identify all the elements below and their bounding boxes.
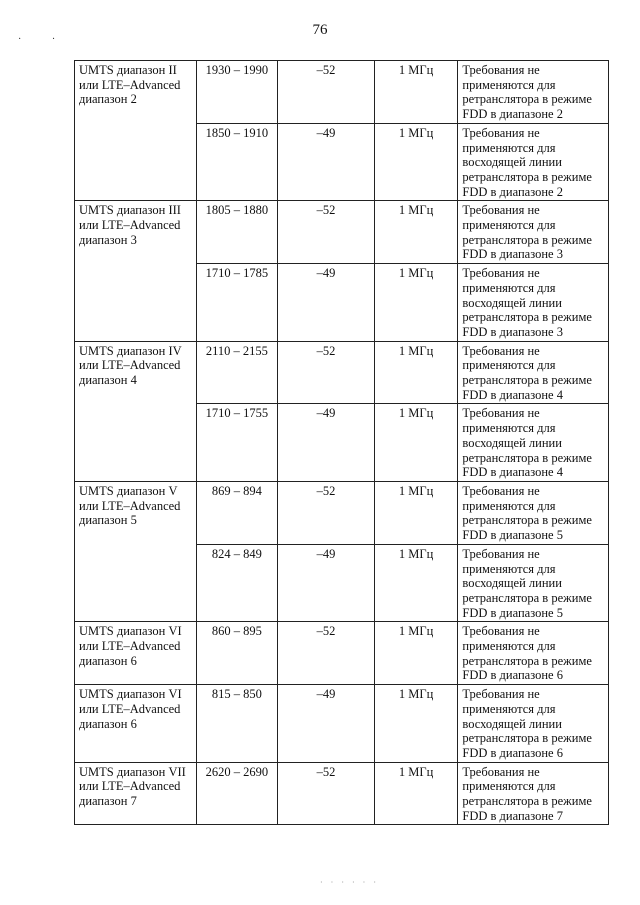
repeater-requirements-table — [74, 60, 609, 825]
bandwidth-cell: 1 МГц — [374, 201, 458, 264]
requirement-cell: Требования не применяются для восходящей линии ретранслятора в режиме FDD в диапазоне 5 — [458, 544, 609, 622]
requirement-cell: Требования не применяются для ретранслятора в режиме FDD в диапазоне 6 — [458, 622, 609, 685]
requirement-cell: Требования не применяются для ретранслятора в режиме FDD в диапазоне 7 — [458, 762, 609, 825]
requirement-cell: Требования не применяются для восходящей линии ретранслятора в режиме FDD в диапазоне 3 — [458, 264, 609, 342]
requirement-cell: Требования не применяются для ретранслятора в режиме FDD в диапазоне 4 — [458, 341, 609, 404]
level-cell: –52 — [278, 341, 374, 404]
table-row — [75, 341, 609, 404]
band-cell: UMTS диапазон V или LTE–Advanced диапазон 5 — [75, 481, 197, 621]
frequency-cell: 824 – 849 — [196, 544, 278, 622]
requirement-cell: Требования не применяются для ретранслятора в режиме FDD в диапазоне 3 — [458, 201, 609, 264]
table-row — [75, 201, 609, 264]
frequency-cell: 2110 – 2155 — [196, 341, 278, 404]
level-cell: –52 — [278, 201, 374, 264]
requirement-cell: Требования не применяются для восходящей линии ретранслятора в режиме FDD в диапазоне 6 — [458, 685, 609, 763]
bandwidth-cell: 1 МГц — [374, 544, 458, 622]
bandwidth-cell: 1 МГц — [374, 264, 458, 342]
level-cell: –52 — [278, 61, 374, 124]
level-cell: –49 — [278, 544, 374, 622]
frequency-cell: 1710 – 1755 — [196, 404, 278, 482]
band-cell: UMTS диапазон III или LTE–Advanced диапазон 3 — [75, 201, 197, 341]
bandwidth-cell: 1 МГц — [374, 762, 458, 825]
level-cell: –49 — [278, 685, 374, 763]
frequency-cell: 860 – 895 — [196, 622, 278, 685]
band-cell: UMTS диапазон II или LTE–Advanced диапазон 2 — [75, 61, 197, 201]
band-cell: UMTS диапазон IV или LTE–Advanced диапазон 4 — [75, 341, 197, 481]
table-row — [75, 762, 609, 825]
level-cell: –52 — [278, 762, 374, 825]
frequency-cell: 2620 – 2690 — [196, 762, 278, 825]
bandwidth-cell: 1 МГц — [374, 481, 458, 544]
frequency-cell: 815 – 850 — [196, 685, 278, 763]
requirement-cell: Требования не применяются для ретранслятора в режиме FDD в диапазоне 2 — [458, 61, 609, 124]
bandwidth-cell: 1 МГц — [374, 404, 458, 482]
table-row — [75, 685, 609, 763]
table-row — [75, 622, 609, 685]
table-row — [75, 61, 609, 124]
requirement-cell: Требования не применяются для восходящей линии ретранслятора в режиме FDD в диапазоне 2 — [458, 123, 609, 201]
bandwidth-cell: 1 МГц — [374, 622, 458, 685]
bandwidth-cell: 1 МГц — [374, 341, 458, 404]
frequency-cell: 1930 – 1990 — [196, 61, 278, 124]
requirement-cell: Требования не применяются для восходящей линии ретранслятора в режиме FDD в диапазоне 4 — [458, 404, 609, 482]
table-row — [75, 481, 609, 544]
level-cell: –49 — [278, 264, 374, 342]
frequency-cell: 1850 – 1910 — [196, 123, 278, 201]
frequency-cell: 869 – 894 — [196, 481, 278, 544]
bandwidth-cell: 1 МГц — [374, 685, 458, 763]
level-cell: –52 — [278, 481, 374, 544]
scan-marks: · · — [18, 34, 70, 45]
level-cell: –52 — [278, 622, 374, 685]
bandwidth-cell: 1 МГц — [374, 123, 458, 201]
page-number: 76 — [312, 22, 328, 38]
band-cell: UMTS диапазон VI или LTE–Advanced диапазон 6 — [75, 622, 197, 685]
scan-dots: · · · · · · — [320, 878, 379, 887]
level-cell: –49 — [278, 404, 374, 482]
level-cell: –49 — [278, 123, 374, 201]
bandwidth-cell: 1 МГц — [374, 61, 458, 124]
frequency-cell: 1805 – 1880 — [196, 201, 278, 264]
requirement-cell: Требования не применяются для ретранслятора в режиме FDD в диапазоне 5 — [458, 481, 609, 544]
band-cell: UMTS диапазон VI или LTE–Advanced диапазон 6 — [75, 685, 197, 763]
frequency-cell: 1710 – 1785 — [196, 264, 278, 342]
band-cell: UMTS диапазон VII или LTE–Advanced диапазон 7 — [75, 762, 197, 825]
